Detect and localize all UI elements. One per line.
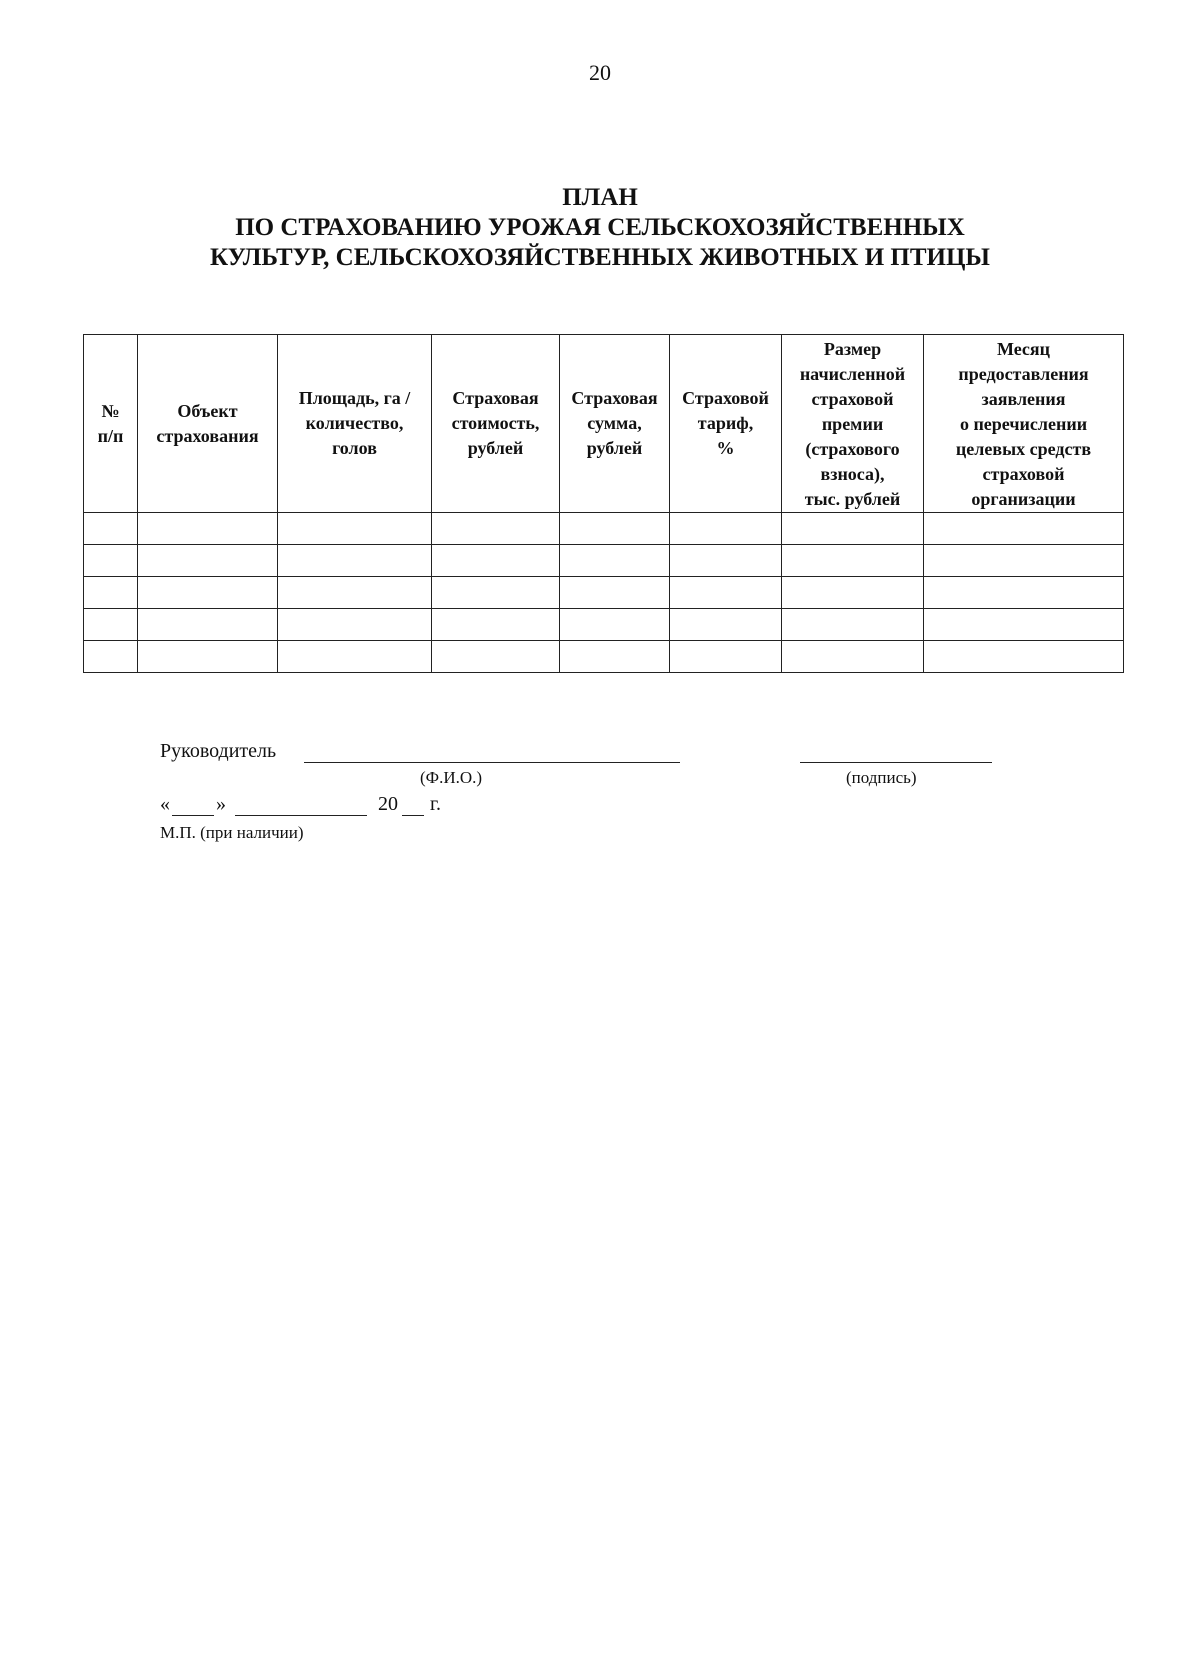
table-cell[interactable]: [670, 577, 782, 609]
signature-block: [160, 740, 1060, 850]
table-cell[interactable]: [138, 641, 278, 673]
table-cell[interactable]: [782, 513, 924, 545]
table-cell[interactable]: [84, 641, 138, 673]
table-cell[interactable]: [432, 609, 560, 641]
table-cell[interactable]: [278, 577, 432, 609]
table-cell[interactable]: [138, 609, 278, 641]
signature-caption: (подпись): [846, 768, 917, 787]
header-number: № п/п: [84, 335, 138, 513]
date-close-quote: »: [216, 793, 226, 815]
table-header-row: [84, 335, 1124, 513]
page-number: 20: [589, 60, 611, 85]
year-prefix: 20: [378, 793, 398, 815]
table-cell[interactable]: [560, 641, 670, 673]
table-cell[interactable]: [670, 545, 782, 577]
table-cell[interactable]: [924, 641, 1124, 673]
date-open-quote: «: [160, 793, 170, 815]
table-cell[interactable]: [560, 577, 670, 609]
header-insurance-rate: Страховой тариф, %: [670, 335, 782, 513]
header-insured-object: Объект страхования: [138, 335, 278, 513]
table-cell[interactable]: [670, 609, 782, 641]
table-cell[interactable]: [670, 513, 782, 545]
header-insured-value: Страховая стоимость, рублей: [432, 335, 560, 513]
table-row: [84, 641, 1124, 673]
table-cell[interactable]: [924, 513, 1124, 545]
table-cell[interactable]: [782, 641, 924, 673]
stamp-note: М.П. (при наличии): [160, 823, 304, 842]
title-line-3: КУЛЬТУР, СЕЛЬСКОХОЗЯЙСТВЕННЫХ ЖИВОТНЫХ И ПТИЦЫ: [210, 244, 990, 271]
table-row: [84, 577, 1124, 609]
table-cell[interactable]: [924, 545, 1124, 577]
table-cell[interactable]: [560, 545, 670, 577]
year-suffix: г.: [430, 793, 441, 815]
header-insured-sum: Страховая сумма, рублей: [560, 335, 670, 513]
table-cell[interactable]: [432, 545, 560, 577]
table-cell[interactable]: [84, 577, 138, 609]
table-cell[interactable]: [782, 609, 924, 641]
table-cell[interactable]: [278, 545, 432, 577]
head-label: Руководитель: [160, 740, 277, 762]
table-cell[interactable]: [924, 609, 1124, 641]
table-cell[interactable]: [924, 577, 1124, 609]
header-premium-amount: Размер начисленной страховой премии (страхового взноса), тыс. рублей: [782, 335, 924, 513]
signature-line[interactable]: [800, 762, 992, 763]
date-day-line[interactable]: [172, 815, 214, 816]
date-month-line[interactable]: [235, 815, 367, 816]
table-cell[interactable]: [278, 513, 432, 545]
table-cell[interactable]: [670, 641, 782, 673]
fio-caption: (Ф.И.О.): [420, 768, 483, 787]
table-cell[interactable]: [138, 513, 278, 545]
table-cell[interactable]: [138, 545, 278, 577]
table-cell[interactable]: [432, 577, 560, 609]
table-row: [84, 545, 1124, 577]
table-cell[interactable]: [560, 609, 670, 641]
table-cell[interactable]: [138, 577, 278, 609]
table-cell[interactable]: [84, 513, 138, 545]
title-line-1: ПЛАН: [562, 184, 638, 211]
table-cell[interactable]: [782, 545, 924, 577]
table-row: [84, 513, 1124, 545]
table-cell[interactable]: [432, 641, 560, 673]
insurance-plan-table: [83, 334, 1124, 673]
date-year-line[interactable]: [402, 815, 424, 816]
table-cell[interactable]: [782, 577, 924, 609]
table-cell[interactable]: [278, 609, 432, 641]
header-area-quantity: Площадь, га / количество, голов: [278, 335, 432, 513]
table-cell[interactable]: [84, 545, 138, 577]
fio-line[interactable]: [304, 762, 680, 763]
title-line-2: ПО СТРАХОВАНИЮ УРОЖАЯ СЕЛЬСКОХОЗЯЙСТВЕННЫХ: [235, 214, 965, 241]
table-cell[interactable]: [432, 513, 560, 545]
header-application-month: Месяц предоставления заявления о перечислении целевых средств страховой организации: [924, 335, 1124, 513]
table-cell[interactable]: [84, 609, 138, 641]
document-title: [0, 183, 1200, 273]
table-cell[interactable]: [278, 641, 432, 673]
table-row: [84, 609, 1124, 641]
table-cell[interactable]: [560, 513, 670, 545]
